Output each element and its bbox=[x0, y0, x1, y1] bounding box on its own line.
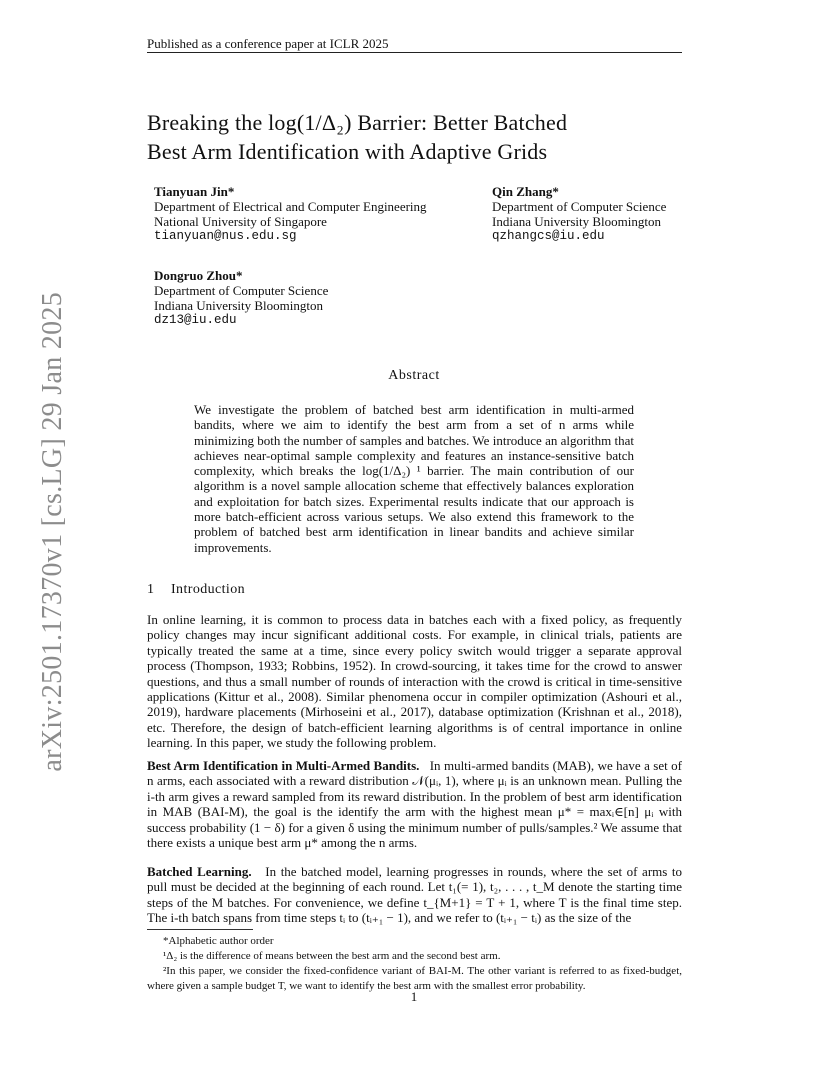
arxiv-identifier: arXiv:2501.17370v1 [cs.LG] 29 Jan 2025 bbox=[37, 292, 68, 772]
batched-paragraph bbox=[147, 864, 682, 926]
author-block-1 bbox=[154, 184, 427, 244]
author-email[interactable]: dz13@iu.edu bbox=[154, 313, 237, 327]
author-inst: Indiana University Bloomington bbox=[492, 214, 661, 229]
footnote-2: ¹Δ₂ is the difference of means between the best arm and the second best arm. bbox=[163, 950, 501, 962]
author-inst: Indiana University Bloomington bbox=[154, 298, 323, 313]
bai-heading: Best Arm Identification in Multi-Armed Bandits. bbox=[147, 758, 420, 773]
title-line-2: Best Arm Identification with Adaptive Grids bbox=[147, 139, 548, 164]
author-email[interactable]: qzhangcs@iu.edu bbox=[492, 229, 605, 243]
author-name: Qin Zhang* bbox=[492, 184, 559, 199]
intro-paragraph: In online learning, it is common to process data in batches each with a fixed policy, as frequently policy changes may incur significant additional costs. For example, in clinical trials, patients are typically treated the same at a time, since every policy switch would trigger a separate approval process (Thompson, 1933; Robbins, 1952). In crowd-sourcing, it takes time for the crowd to answer questions, and thus a small number of rounds of interaction with the crowd is critical in time-sensitive applications (Kittur et al., 2008). Similar phenomena occur in compiler optimization (Ashouri et al., 2019), hardware placements (Mirhoseini et al., 2017), database optimization (Krishnan et al., 2018), etc. Therefore, the design of batch-efficient learning algorithms is of central importance in online learning. In this paper, we study the following problem. bbox=[147, 612, 682, 751]
author-name: Tianyuan Jin* bbox=[154, 184, 235, 199]
title-line-1: Breaking the log(1/Δ₂) Barrier: Better Batched bbox=[147, 110, 568, 135]
abstract-heading: Abstract bbox=[388, 368, 440, 383]
author-dept: Department of Electrical and Computer Engineering bbox=[154, 199, 427, 214]
footnote-1: *Alphabetic author order bbox=[163, 935, 274, 947]
paper-title bbox=[147, 108, 707, 166]
batched-heading: Batched Learning. bbox=[147, 864, 252, 879]
bai-text: In multi-armed bandits (MAB), we have a set of n arms, each associated with a reward distribution 𝒩(μᵢ, 1), where μᵢ is an unknown mean. Pulling the i-th arm gives a reward sampled from its reward distribution. In the problem of best arm identification in MAB (BAI-M), the goal is the identify the arm with the highest mean μ* = maxᵢ∈[n] μᵢ with success probability (1 − δ) for a given δ using the minimum number of pulls/samples.² We assume that there exists a unique best arm μ* among the n arms. bbox=[147, 758, 682, 851]
author-name: Dongruo Zhou* bbox=[154, 268, 243, 283]
bai-paragraph bbox=[147, 758, 682, 850]
arxiv-stamp bbox=[0, 0, 68, 1072]
author-dept: Department of Computer Science bbox=[154, 283, 329, 298]
section-heading bbox=[147, 582, 245, 598]
footnote-3: ²In this paper, we consider the fixed-confidence variant of BAI-M. The other variant is referred to as fixed-budget, where given a sample budget T, we want to identify the best arm with the smallest error probability. bbox=[147, 965, 682, 992]
author-block-3 bbox=[154, 268, 328, 328]
header-rule bbox=[147, 52, 682, 53]
author-inst: National University of Singapore bbox=[154, 214, 327, 229]
footnotes bbox=[147, 934, 682, 994]
footnote-rule bbox=[147, 929, 253, 930]
abstract-body: We investigate the problem of batched best arm identification in multi-armed bandits, where we aim to identify the best arm from a set of n arms while minimizing both the number of samples and batches. We introduce an algorithm that achieves near-optimal sample complexity and features an instance-sensitive batch complexity, which breaks the log(1/Δ₂) ¹ barrier. The main contribution of our algorithm is a novel sample allocation scheme that effectively balances exploration and exploitation for batch sizes. Experimental results indicate that our approach is more batch-efficient across various setups. We also extend this framework to the problem of batched best arm identification in linear bandits and achieve similar improvements. bbox=[194, 402, 634, 555]
author-block-2 bbox=[492, 184, 666, 244]
section-number: 1 bbox=[147, 582, 155, 597]
batched-text: In the batched model, learning progresses in rounds, where the set of arms to pull must be decided at the beginning of each round. Let t₁(= 1), t₂, . . . , t_M denote the starting time steps of the M batches. For convenience, we define t_{M+1} = T + 1, where T is the final time step. The i-th batch spans from time steps tᵢ to (tᵢ₊₁ − 1), and we refer to (tᵢ₊₁ − tᵢ) as the size of the bbox=[147, 864, 682, 926]
author-dept: Department of Computer Science bbox=[492, 199, 667, 214]
page-number: 1 bbox=[410, 989, 418, 1004]
section-title: Introduction bbox=[171, 582, 246, 597]
running-header: Published as a conference paper at ICLR 2025 bbox=[147, 36, 389, 51]
author-email[interactable]: tianyuan@nus.edu.sg bbox=[154, 229, 297, 243]
